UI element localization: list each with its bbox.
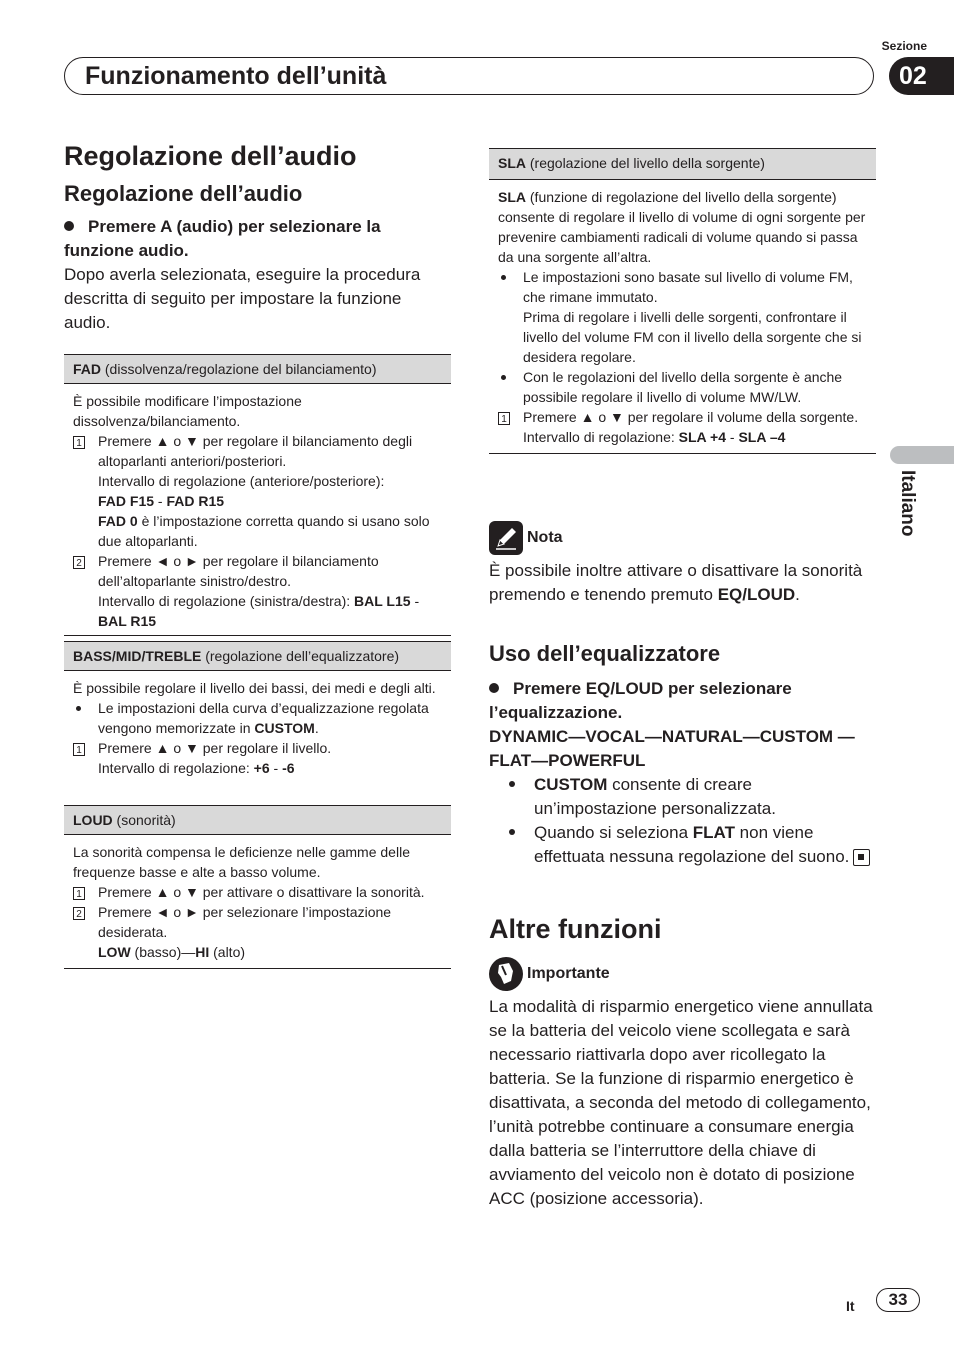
bullet-icon — [501, 275, 506, 280]
note-text: È possibile inoltre attivare o disattivare la sonorità premendo e tenendo premuto EQ/LOUD. — [489, 561, 863, 604]
bullet-icon — [64, 221, 74, 231]
equalizer-section — [489, 641, 876, 869]
intro-paragraph: Dopo averla selezionata, eseguire la procedura descritta di seguito per impostare la funzione audio. — [64, 265, 421, 332]
pencil-note-icon — [489, 521, 523, 555]
sla-table — [489, 148, 876, 454]
equalizer-item-flat: Quando si seleziona FLAT non viene effettuata nessuna regolazione del suono. — [489, 821, 876, 869]
other-functions-heading: Altre funzioni — [489, 914, 662, 944]
equalizer-chain: DYNAMIC—VOCAL—NATURAL—CUSTOM —FLAT—POWERFUL — [489, 727, 855, 770]
chapter-title: Funzionamento dell’unità — [85, 62, 387, 90]
step-instruction: Premere A (audio) per selezionare la funzione audio. — [64, 217, 381, 260]
fad-step-2: 2 Premere ◄ o ► per regolare il bilanciamento dell’altoparlante sinistro/destro. Intervallo di regolazione (sinistra/destra): BAL L15 - BAL R15 — [73, 551, 442, 631]
important-hand-icon — [489, 957, 523, 991]
fad-intro: È possibile modificare l’impostazione dissolvenza/bilanciamento. — [73, 393, 302, 429]
sla-table-header: SLA (regolazione del livello della sorgente) — [489, 148, 876, 180]
page-number: 33 — [876, 1288, 920, 1312]
bullet-icon — [76, 706, 81, 711]
fad-step-1: 1 Premere ▲ o ▼ per regolare il bilanciamento degli altoparlanti anteriori/posteriori. Intervallo di regolazione (anteriore/posteriore): FAD F15 - FAD R15 FAD 0 è l’impostazione corretta quando si usano solo due altoparlanti. — [73, 431, 442, 551]
step-number-icon: 1 — [73, 436, 85, 449]
footer-language: It — [846, 1298, 855, 1314]
step-number-icon: 2 — [73, 556, 85, 569]
note-block — [489, 521, 876, 607]
equalizer-heading: Uso dell’equalizzatore — [489, 641, 721, 666]
sla-step-1: 1 Premere ▲ o ▼ per regolare il volume della sorgente. Intervallo di regolazione: SLA +4 - SLA –4 — [498, 407, 867, 447]
step-number-icon: 1 — [73, 743, 85, 756]
important-text: La modalità di risparmio energetico viene annullata se la batteria del veicolo viene scollegata e sarà necessario riattivarla dopo aver ricollegato la batteria. Se la funzione di risparmio energetico è disattivata, a seconda del metodo di collegamento, l’unità potrebbe continuare a consumare energia dalla batteria se l’interruttore della chiave di avviamento del veicolo non è dotato di posizione ACC (posizione accessoria). — [489, 997, 873, 1208]
fad-table — [64, 354, 451, 636]
bass-table — [64, 641, 451, 782]
equalizer-item-custom: CUSTOM consente di creare un’impostazione personalizzata. — [489, 773, 876, 821]
important-title: Importante — [527, 965, 610, 982]
equalizer-step: Premere EQ/LOUD per selezionare l’equalizzazione. — [489, 679, 792, 722]
bass-step-1: 1 Premere ▲ o ▼ per regolare il livello. Intervallo di regolazione: +6 - -6 — [73, 738, 442, 778]
loud-table-header: LOUD (sonorità) — [64, 805, 451, 835]
sla-bullet-1: Le impostazioni sono basate sul livello di volume FM, che rimane immutato. Prima di regolare i livelli delle sorgenti, confrontare il livello del volume FM con il livello della sorgente che si desidera regolare. — [498, 267, 867, 367]
section-label: Sezione — [881, 39, 927, 53]
bullet-icon — [509, 781, 515, 787]
bullet-icon — [509, 829, 515, 835]
loud-step-1: 1 Premere ▲ o ▼ per attivare o disattivare la sonorità. — [73, 882, 442, 902]
language-label: Italiano — [897, 470, 918, 537]
loud-step-2: 2 Premere ◄ o ► per selezionare l’impostazione desiderata. LOW (basso)—HI (alto) — [73, 902, 442, 962]
step-number-icon: 2 — [73, 907, 85, 920]
bullet-icon — [489, 683, 499, 693]
main-heading: Regolazione dell’audio — [64, 141, 357, 171]
bullet-icon — [501, 375, 506, 380]
end-of-section-icon — [853, 849, 870, 866]
header-bar — [64, 57, 874, 95]
loud-intro: La sonorità compensa le deficienze nelle gamme delle frequenze basse e alte a basso volume. — [73, 844, 410, 880]
step-number-icon: 1 — [498, 412, 510, 425]
note-title: Nota — [527, 529, 563, 546]
fad-table-header: FAD (dissolvenza/regolazione del bilanciamento) — [64, 354, 451, 384]
other-functions-section — [489, 914, 876, 1211]
bass-intro: È possibile regolare il livello dei bassi, dei medi e degli alti. — [73, 680, 436, 696]
left-column — [64, 141, 451, 335]
sla-bullet-2: Con le regolazioni del livello della sorgente è anche possibile regolare il livello di volume MW/LW. — [498, 367, 867, 407]
loud-table — [64, 805, 451, 969]
sla-intro: SLA (funzione di regolazione del livello della sorgente) consente di regolare il livello di volume di ogni sorgente per prevenire cambiamenti radicali di volume quando si passa da una sorgente all’altra. — [498, 189, 866, 265]
bass-bullet: Le impostazioni della curva d’equalizzazione regolata vengono memorizzate in CUSTOM. — [73, 698, 442, 738]
language-tab — [890, 446, 954, 464]
step-number-icon: 1 — [73, 887, 85, 900]
section-number-badge: 02 — [889, 57, 954, 95]
sub-heading: Regolazione dell’audio — [64, 181, 303, 206]
bass-table-header: BASS/MID/TREBLE (regolazione dell’equalizzatore) — [64, 641, 451, 671]
